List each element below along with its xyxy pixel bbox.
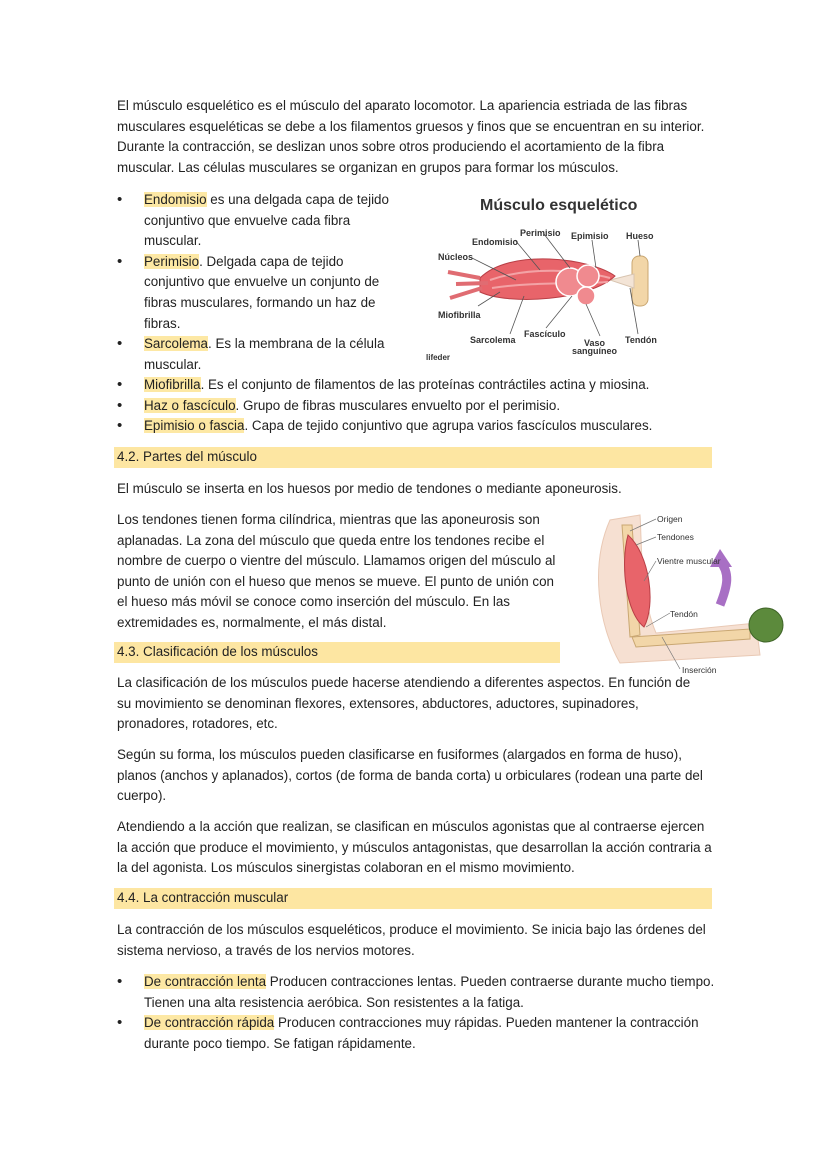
section-4-3-paragraph-3: Atendiendo a la acción que realizan, se clasifican en músculos agonistas que al contraerse ejercen la acción que produce el movimiento, y músculos antagonistas, que desarrollan la acción contraria a la del agonista. Los músculos sinergistas colaboran en el mismo movimiento. — [117, 819, 712, 876]
label-insercion: Inserción — [682, 665, 717, 675]
label-tendon: Tendón — [625, 335, 657, 345]
figure-credit: lifeder — [426, 353, 451, 362]
layers-list-bottom — [116, 375, 716, 437]
list-item: • Miofibrilla. Es el conjunto de filamentos de las proteínas contráctiles actina y miosina. — [116, 375, 716, 396]
ball-shape — [749, 608, 783, 642]
list-item: • De contracción lenta Producen contracciones lentas. Pueden contraerse durante mucho tiempo. Tienen una alta resistencia aeróbica. Son resistentes a la fatiga. — [116, 972, 716, 1013]
section-4-2-intro: El músculo se inserta en los huesos por medio de tendones o mediante aponeurosis. — [117, 481, 622, 496]
label-miofibrilla: Miofibrilla — [438, 310, 481, 320]
section-4-2-paragraph: Los tendones tienen forma cilíndrica, mientras que las aponeurosis son aplanadas. La zona del músculo que queda entre los tendones recibe el nombre de cuerpo o vientre del músculo. Llamamos origen del músculo al punto de unión con el hueso que menos se mueve. El punto de unión con el hueso más móvil se conoce como inserción del músculo. En las extremidades es, normalmente, el más distal. — [117, 512, 556, 630]
contraction-types-list — [116, 972, 716, 1054]
label-sarcolema: Sarcolema — [470, 335, 516, 345]
label-vaso: Vaso — [584, 338, 606, 348]
list-item: • De contracción rápida Producen contracciones muy rápidas. Pueden mantener la contracción durante poco tiempo. Se fatigan rápidamente. — [116, 1013, 716, 1054]
label-epimisio: Epimisio — [571, 231, 609, 241]
section-4-3-paragraph-2: Según su forma, los músculos pueden clasificarse en fusiformes (alargados en forma de huso), planos (anchos y aplanados), cortos (de forma de banda corta) u orbiculares (rodean una parte del cuerpo). — [117, 747, 703, 804]
fascicle-shape — [577, 265, 599, 287]
layers-list-top — [116, 190, 398, 375]
term-highlight: Epimisio o fascia — [144, 418, 245, 434]
section-4-3-paragraph-1: La clasificación de los músculos puede hacerse atendiendo a diferentes aspectos. En función de su movimiento se denominan flexores, extensores, abductores, aductores, supinadores, pronadores, rotadores, etc. — [117, 675, 691, 732]
label-perimisio: Perimisio — [520, 228, 561, 238]
list-item: • Haz o fascículo. Grupo de fibras musculares envuelto por el perimisio. — [116, 396, 716, 417]
term-highlight: Miofibrilla — [144, 377, 201, 392]
label-origen: Origen — [657, 514, 683, 524]
term-highlight: Sarcolema — [144, 336, 209, 352]
term-highlight: Haz o fascículo — [144, 397, 236, 413]
intro-paragraph: El músculo esquelético es el músculo del aparato locomotor. La apariencia estriada de las fibras musculares esqueléticas se debe a los filamentos gruesos y finos que se encuentran en su interior. Durante la contracción, se deslizan unos sobre otros produciendo el acortamiento de la fibra muscular. Las células musculares se organizan en grupos para formar los músculos. — [117, 98, 705, 175]
section-heading-4-4: 4.4. La contracción muscular — [114, 888, 712, 909]
movement-arrow-icon — [720, 561, 727, 605]
section-heading-4-2: 4.2. Partes del músculo — [114, 447, 712, 468]
term-highlight: Perimisio — [144, 253, 200, 269]
list-item: • Endomisio es una delgada capa de tejido conjuntivo que envuelve cada fibra muscular. — [116, 190, 398, 252]
term-highlight: De contracción lenta — [144, 974, 267, 989]
skeletal-muscle-figure — [420, 188, 670, 368]
term-highlight: De contracción rápida — [144, 1015, 275, 1031]
list-item: • Sarcolema. Es la membrana de la célula muscular. — [116, 334, 398, 375]
fascicle-shape — [577, 287, 595, 305]
list-item: • Perimisio. Delgada capa de tejido conjuntivo que envuelve un conjunto de fibras musculares, formando un haz de fibras. — [116, 252, 398, 334]
section-heading-4-3: 4.3. Clasificación de los músculos — [114, 642, 560, 663]
label-hueso: Hueso — [626, 231, 654, 241]
label-sanguineo: sanguíneo — [572, 346, 618, 356]
label-tendones: Tendones — [657, 532, 694, 542]
label-tendon: Tendón — [670, 609, 698, 619]
arm-muscle-figure — [570, 505, 796, 680]
label-nucleos: Núcleos — [438, 252, 474, 262]
list-item: • Epimisio o fascia. Capa de tejido conjuntivo que agrupa varios fascículos musculares. — [116, 416, 716, 437]
section-4-4-paragraph: La contracción de los músculos esqueléticos, produce el movimiento. Se inicia bajo las órdenes del sistema nervioso, a través de los nervios motores. — [117, 922, 706, 958]
label-vientre-muscular: Vientre muscular — [657, 556, 721, 566]
figure-title: Músculo esquelético — [480, 197, 638, 214]
label-endomisio: Endomisio — [472, 237, 519, 247]
term-highlight: Endomisio — [144, 192, 207, 207]
label-fasciculo: Fascículo — [524, 329, 566, 339]
